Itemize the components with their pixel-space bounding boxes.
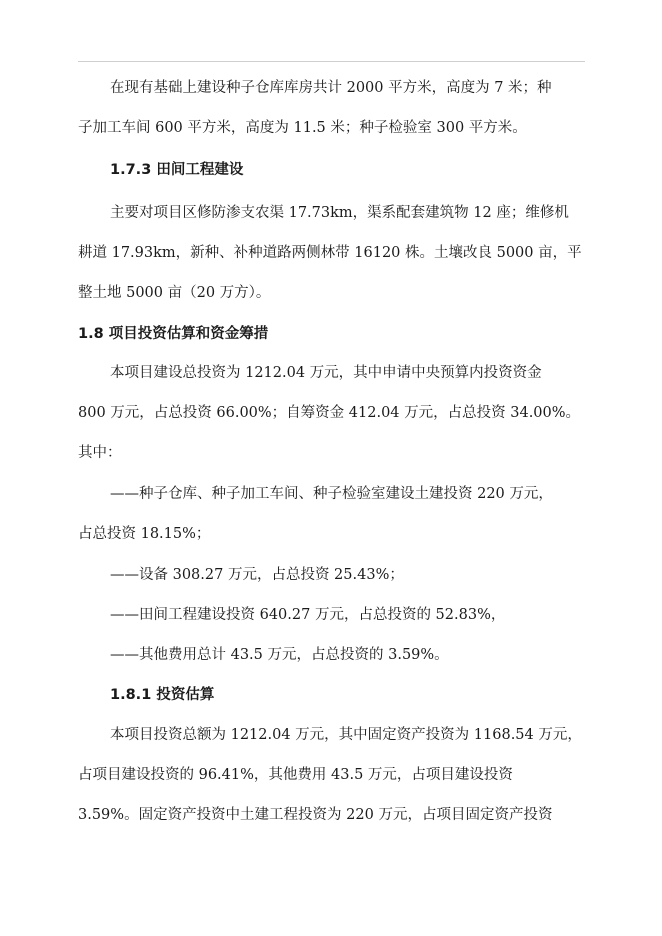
- paragraph-line: 占项目建设投资的 96.41%，其他费用 43.5 万元，占项目建设投资: [78, 767, 513, 783]
- section-heading: 1.8 项目投资估算和资金筹措: [78, 326, 269, 342]
- list-item: ——设备 308.27 万元，占总投资 25.43%；: [110, 567, 404, 583]
- paragraph-line: 整土地 5000 亩（20 万方）。: [78, 285, 271, 301]
- paragraph-line: 主要对项目区修防渗支农渠 17.73km，渠系配套建筑物 12 座；维修机: [110, 205, 569, 221]
- paragraph-line: 800 万元，占总投资 66.00%；自筹资金 412.04 万元，占总投资 34.00%。: [78, 405, 581, 421]
- list-item: ——田间工程建设投资 640.27 万元，占总投资的 52.83%，: [110, 607, 506, 623]
- paragraph-line: 子加工车间 600 平方米，高度为 11.5 米；种子检验室 300 平方米。: [78, 120, 527, 136]
- paragraph-line: 本项目投资总额为 1212.04 万元，其中固定资产投资为 1168.54 万元，: [110, 727, 582, 743]
- header-rule: [78, 61, 585, 62]
- paragraph-line: 其中：: [78, 445, 122, 461]
- paragraph-line: 在现有基础上建设种子仓库库房共计 2000 平方米，高度为 7 米；种: [110, 80, 552, 96]
- paragraph-line: 3.59%。固定资产投资中土建工程投资为 220 万元，占项目固定资产投资: [78, 807, 553, 823]
- list-item-continuation: 占总投资 18.15%；: [78, 526, 211, 542]
- paragraph-line: 耕道 17.93km，新种、补种道路两侧林带 16120 株。土壤改良 5000 亩，平: [78, 245, 582, 261]
- section-heading: 1.8.1 投资估算: [110, 687, 215, 703]
- list-item: ——其他费用总计 43.5 万元，占总投资的 3.59%。: [110, 647, 449, 663]
- paragraph-line: 本项目建设总投资为 1212.04 万元，其中申请中央预算内投资资金: [110, 365, 542, 381]
- section-heading: 1.7.3 田间工程建设: [110, 162, 244, 178]
- list-item: ——种子仓库、种子加工车间、种子检验室建设土建投资 220 万元，: [110, 486, 553, 502]
